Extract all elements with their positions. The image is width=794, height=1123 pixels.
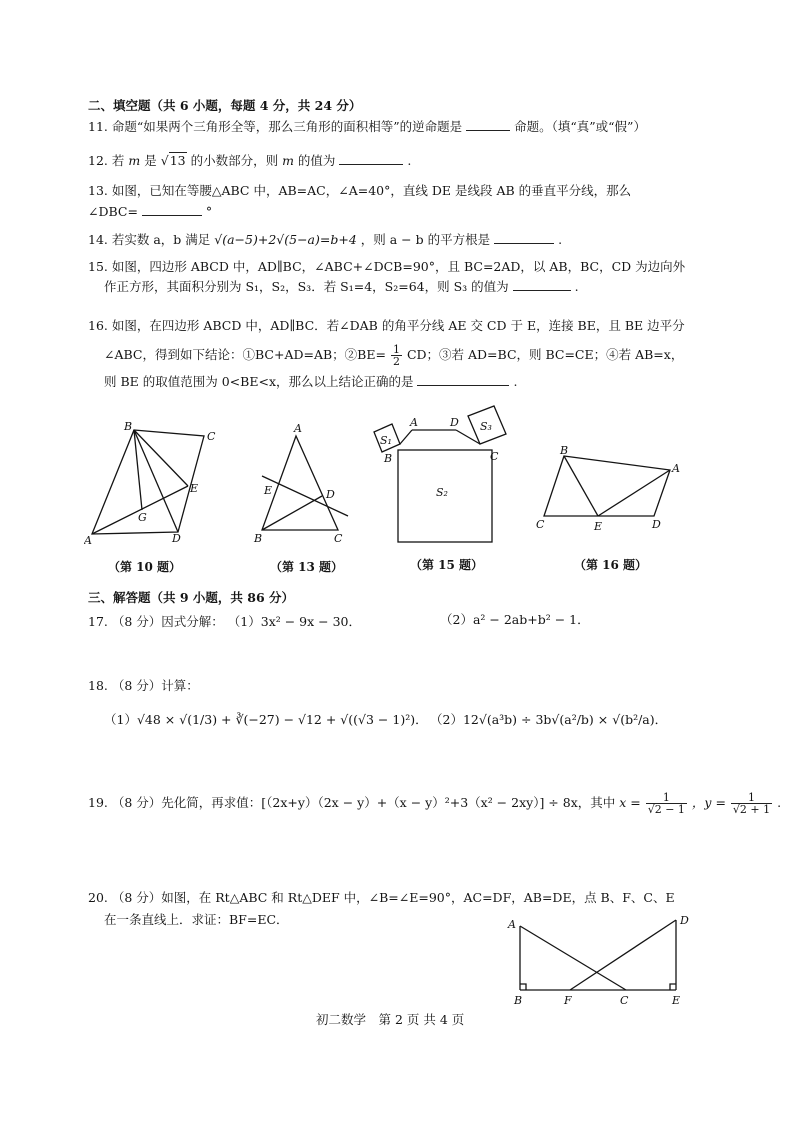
- q19-y-label: ，y =: [691, 795, 726, 810]
- q16-line1: 如图，在四边形 ABCD 中，AD∥BC．若∠DAB 的角平分线 AE 交 CD 于 E，连接 BE，且 BE 边平分: [111, 318, 685, 333]
- q16-frac-den: 2: [392, 355, 400, 368]
- fig20-segment-df: [570, 920, 676, 990]
- q18-number: 18.: [88, 678, 108, 693]
- fig16-segment-be: [564, 456, 598, 516]
- fig10-label-b: B: [124, 420, 133, 433]
- fig13-label-b: B: [254, 532, 263, 545]
- fig15-side-ba: [400, 430, 412, 444]
- fig16-label-a: A: [672, 462, 680, 475]
- q11-text-b: 命题。（填“真”或“假”）: [514, 119, 646, 134]
- fig10-label-d: D: [172, 532, 181, 545]
- fig10-label-g: G: [138, 511, 147, 524]
- question-19: [88, 792, 781, 815]
- q12-text-c: 的小数部分，则: [190, 153, 279, 168]
- q20-line1: （8 分）如图，在 Rt△ABC 和 Rt△DEF 中，∠B=∠E=90°，AC=DF，AB=DE，点 B、F、C、E: [111, 890, 675, 905]
- fig13-label-a: A: [294, 422, 302, 435]
- fig20-label-e: E: [672, 994, 681, 1007]
- q12-text-a: 若: [111, 153, 125, 168]
- fig15-label-s1: S₁: [380, 434, 392, 447]
- q12-text-d: 的值为: [297, 153, 336, 168]
- figure-16-caption: （第 16 题）: [574, 558, 648, 572]
- q19-x-num: 1: [646, 792, 687, 804]
- q14-end: .: [558, 232, 563, 247]
- fig20-right-angle-b: [520, 984, 526, 990]
- q19-x-fraction: [646, 792, 687, 815]
- q16-answer-blank[interactable]: [417, 373, 509, 386]
- q20-line-2: 在一条直线上．求证：BF=EC．: [104, 912, 289, 927]
- section-3-title: 三、解答题（共 9 小题，共 86 分）: [88, 590, 295, 605]
- q13-line2-a: ∠DBC=: [88, 204, 138, 219]
- fig15-label-b: B: [384, 452, 393, 465]
- figure-13-caption: （第 13 题）: [270, 560, 344, 574]
- q11-number: 11.: [88, 119, 108, 134]
- question-13-line-2: [88, 203, 212, 220]
- question-15-line-1: [88, 259, 685, 275]
- figure-10-caption: （第 10 题）: [108, 560, 182, 574]
- q20-number: 20.: [88, 890, 108, 905]
- question-13-line-1: [88, 183, 631, 199]
- q11-answer-blank[interactable]: [466, 118, 510, 131]
- q14-expression: √(a−5)+2√(5−a)=b+4: [214, 232, 357, 247]
- fig16-label-c: C: [536, 518, 545, 531]
- q14-number: 14.: [88, 232, 108, 247]
- q17-score: （8 分）因式分解：: [111, 614, 224, 629]
- figure-15-diagram: [370, 400, 520, 550]
- q19-number: 19.: [88, 795, 108, 810]
- fig20-right-angle-e: [670, 984, 676, 990]
- q16-frac-num: 1: [392, 343, 400, 356]
- q19-y-den: √2 + 1: [732, 803, 771, 816]
- fig13-label-c: C: [334, 532, 343, 545]
- fig15-label-d: D: [450, 416, 459, 429]
- fig20-segment-ac: [520, 926, 626, 990]
- q12-var-m-2: m: [282, 153, 294, 168]
- q17-part-1: （1）3x² − 9x − 30．: [227, 614, 362, 629]
- fig10-label-a: A: [84, 534, 92, 546]
- q18-part-1: （1）√48 × √(1/3) + ∛(−27) − √12 + √((√3 − 1)²)．: [104, 712, 428, 727]
- fig10-segment-be: [134, 430, 188, 486]
- q17-number: 17.: [88, 614, 108, 629]
- section-2-title: 二、填空题（共 6 小题，每题 4 分，共 24 分）: [88, 98, 362, 113]
- q16-end: .: [513, 374, 518, 389]
- fig20-label-b: B: [514, 994, 523, 1007]
- question-18: [88, 678, 199, 694]
- q19-y-num: 1: [731, 792, 772, 804]
- fig16-label-e: E: [594, 520, 603, 533]
- q12-sqrt: √13: [160, 153, 186, 168]
- q15-number: 15.: [88, 259, 108, 274]
- q12-end: .: [407, 153, 412, 168]
- figure-20-diagram: [500, 912, 700, 1008]
- q13-answer-blank[interactable]: [142, 203, 202, 216]
- fig13-label-d: D: [326, 488, 335, 501]
- fig13-triangle-abc: [262, 436, 338, 530]
- q19-x-den: √2 − 1: [647, 803, 685, 816]
- q19-end: .: [777, 795, 782, 810]
- q19-x-label: x =: [619, 795, 641, 810]
- figure-13-diagram: [250, 420, 350, 546]
- fig20-label-d: D: [680, 914, 689, 927]
- q15-end: .: [574, 279, 579, 294]
- q14-text-b: ，则 a − b 的平方根是: [360, 232, 491, 247]
- question-20-line-1: [88, 890, 675, 906]
- q12-var-m: m: [128, 153, 141, 168]
- q16-line2-b: CD；③若 AD=BC，则 BC=CE；④若 AB=x，: [406, 347, 684, 362]
- question-12: [88, 152, 411, 169]
- question-17: [88, 614, 361, 630]
- fig13-label-e: E: [264, 484, 273, 497]
- q18-score: （8 分）计算：: [111, 678, 199, 693]
- q12-radicand: 13: [169, 153, 186, 168]
- fig10-segment-bg: [134, 430, 142, 510]
- question-16-line-3: [104, 373, 517, 390]
- fig15-label-s3: S₃: [480, 420, 492, 433]
- q12-number: 12.: [88, 153, 108, 168]
- fig16-label-b: B: [560, 444, 569, 457]
- q13-number: 13.: [88, 183, 108, 198]
- fig16-quadrilateral: [544, 456, 670, 516]
- q19-text: （8 分）先化简，再求值：[（2x+y）（2x − y）+（x − y）²+3（x² − 2xy）] ÷ 8x，其中: [111, 795, 616, 810]
- fig10-parallelogram: [92, 430, 204, 534]
- fig20-label-c: C: [620, 994, 629, 1007]
- fig10-label-c: C: [207, 430, 216, 443]
- question-11: [88, 118, 646, 135]
- q15-answer-blank[interactable]: [513, 278, 571, 291]
- q13-degree: °: [205, 204, 213, 219]
- q13-line1: 如图，已知在等腰△ABC 中，AB=AC，∠A=40°，直线 DE 是线段 AB 的垂直平分线，那么: [111, 183, 632, 198]
- fig16-segment-ae: [598, 470, 670, 516]
- question-16-line-2: [104, 344, 683, 367]
- q15-line2: 作正方形，其面积分别为 S₁，S₂，S₃．若 S₁=4，S₂=64，则 S₃ 的值为: [104, 279, 509, 294]
- q14-answer-blank[interactable]: [494, 231, 554, 244]
- figure-16-diagram: [530, 444, 690, 544]
- q12-text-b: 是: [144, 153, 157, 168]
- q16-fraction: [391, 344, 402, 367]
- fig10-label-e: E: [190, 482, 199, 495]
- q19-y-fraction: [731, 792, 772, 815]
- fig15-label-s2: S₂: [436, 486, 448, 499]
- fig16-label-d: D: [652, 518, 661, 531]
- q18-part-2: （2）12√(a³b) ÷ 3b√(a²/b) × √(b²/a)．: [430, 712, 668, 727]
- fig13-segment-bd: [262, 496, 322, 530]
- question-16-line-1: [88, 318, 685, 334]
- fig20-label-a: A: [508, 918, 516, 931]
- q16-number: 16.: [88, 318, 108, 333]
- q17-part-2: （2）a² − 2ab+b² − 1．: [440, 612, 590, 627]
- question-14: [88, 231, 562, 248]
- q14-text-a: 若实数 a，b 满足: [111, 232, 211, 247]
- fig15-label-a: A: [410, 416, 418, 429]
- q11-text-a: 命题“如果两个三角形全等，那么三角形的面积相等”的逆命题是: [111, 119, 463, 134]
- question-15-line-2: [104, 278, 579, 295]
- page-footer: 初二数学 第 2 页 共 4 页: [316, 1012, 465, 1027]
- q16-line2-a: ∠ABC，得到如下结论：①BC+AD=AB；②BE=: [104, 347, 386, 362]
- fig15-label-c: C: [490, 450, 499, 463]
- fig20-label-f: F: [564, 994, 572, 1007]
- q15-line1: 如图，四边形 ABCD 中，AD∥BC，∠ABC+∠DCB=90°，且 BC=2AD，以 AB，BC，CD 为边向外: [111, 259, 686, 274]
- figure-10-diagram: [84, 418, 224, 546]
- q16-line3: 则 BE 的取值范围为 0<BE<x，那么以上结论正确的是: [104, 374, 414, 389]
- figure-15-caption: （第 15 题）: [410, 558, 484, 572]
- q12-answer-blank[interactable]: [339, 152, 403, 165]
